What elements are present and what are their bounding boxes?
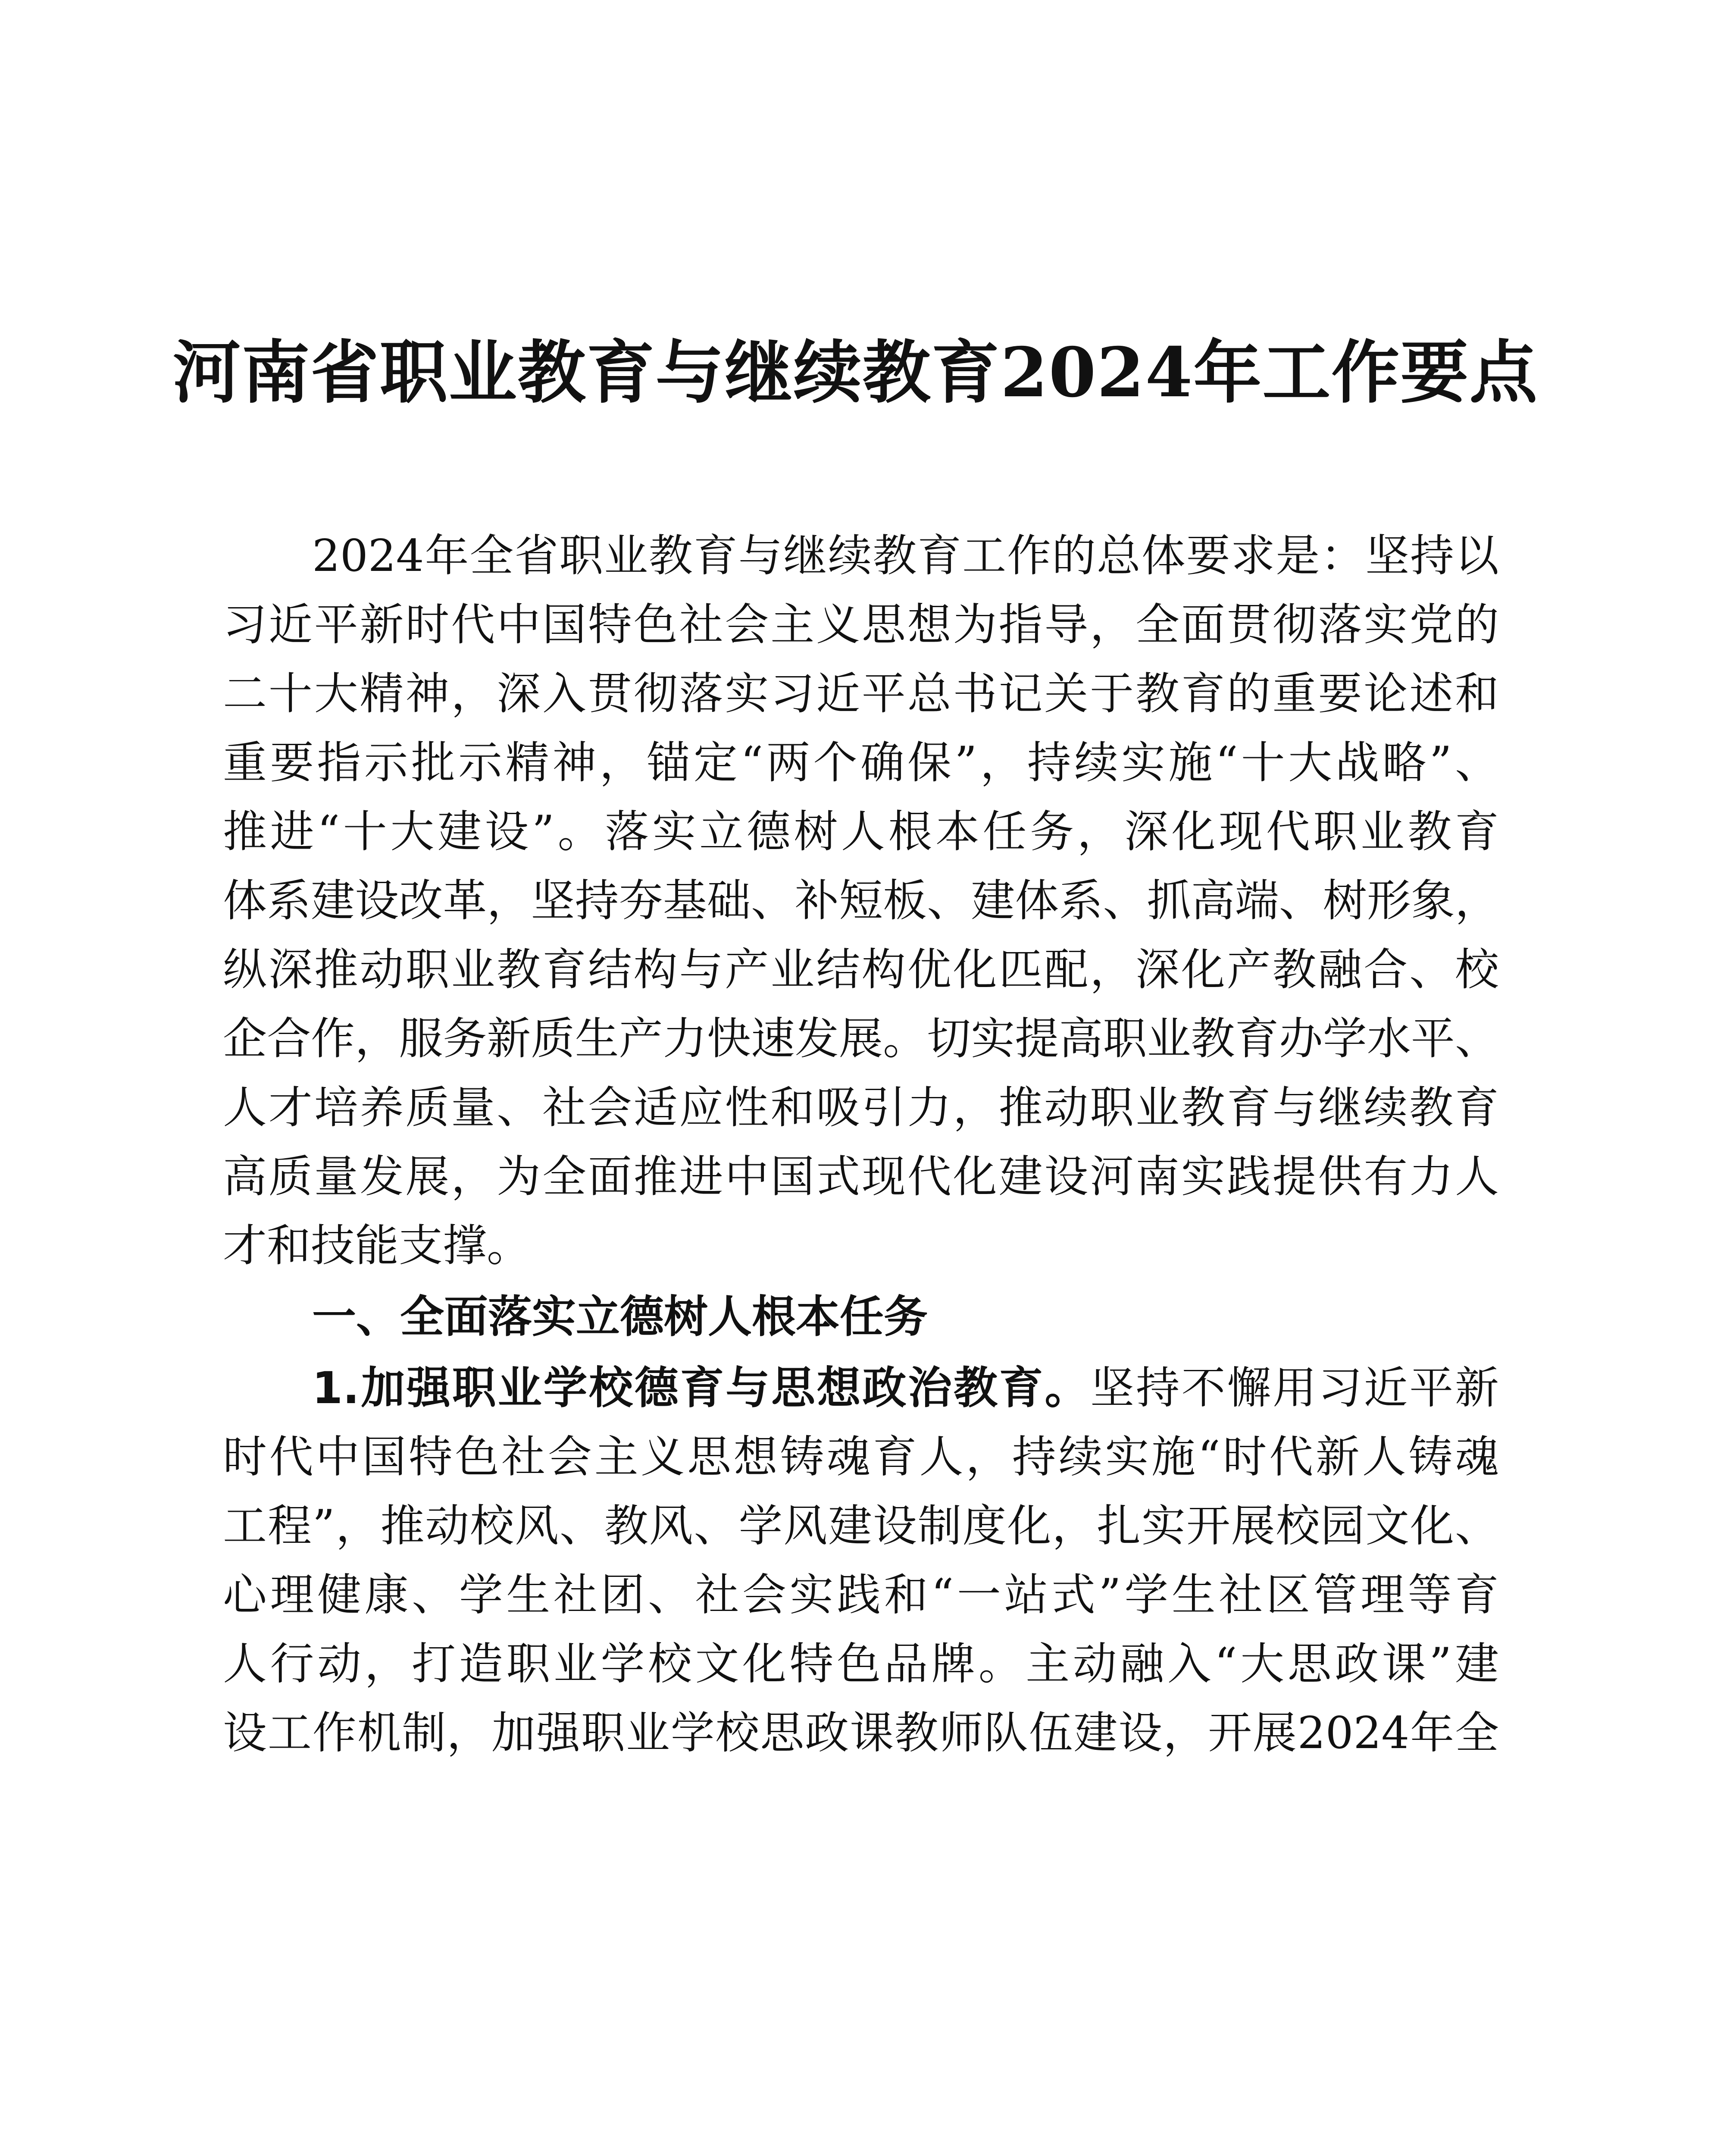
paragraph-line: 习近平新时代中国特色社会主义思想为指导，全面贯彻落实党的 <box>223 599 1499 651</box>
paragraph-line: 人行动，打造职业学校文化特色品牌。主动融入“大思政课”建 <box>223 1639 1499 1690</box>
section-heading: 一、全面落实立德树人根本任务 <box>312 1291 928 1343</box>
paragraph-line: 才和技能支撑。 <box>223 1220 531 1272</box>
paragraph-line: 工程”，推动校风、教风、学风建设制度化，扎实开展校园文化、 <box>223 1501 1499 1552</box>
paragraph-line: 企合作，服务新质生产力快速发展。切实提高职业教育办学水平、 <box>223 1013 1499 1065</box>
paragraph-line: 时代中国特色社会主义思想铸魂育人，持续实施“时代新人铸魂 <box>223 1432 1499 1483</box>
paragraph-line: 二十大精神，深入贯彻落实习近平总书记关于教育的重要论述和 <box>223 668 1499 720</box>
item-title: 1.加强职业学校德育与思想政治教育。 <box>312 1363 1091 1414</box>
item-text: 坚持不懈用习近平新 <box>1090 1363 1499 1414</box>
paragraph-line: 纵深推动职业教育结构与产业结构优化匹配，深化产教融合、校 <box>223 944 1499 996</box>
paragraph-line: 设工作机制，加强职业学校思政课教师队伍建设，开展2024年全 <box>223 1708 1499 1759</box>
paragraph-line: 高质量发展，为全面推进中国式现代化建设河南实践提供有力人 <box>223 1151 1499 1203</box>
paragraph-line: 心理健康、学生社团、社会实践和“一站式”学生社区管理等育 <box>223 1570 1499 1621</box>
item-first-line <box>312 1354 1499 1423</box>
paragraph-line: 2024年全省职业教育与继续教育工作的总体要求是：坚持以 <box>312 530 1499 582</box>
document-title: 河南省职业教育与继续教育2024年工作要点 <box>172 333 1539 413</box>
paragraph-line: 重要指示批示精神，锚定“两个确保”，持续实施“十大战略”、 <box>223 737 1499 789</box>
paragraph-line: 体系建设改革，坚持夯基础、补短板、建体系、抓高端、树形象， <box>223 875 1499 927</box>
paragraph-line: 人才培养质量、社会适应性和吸引力，推动职业教育与继续教育 <box>223 1082 1499 1134</box>
paragraph-line: 推进“十大建设”。落实立德树人根本任务，深化现代职业教育 <box>223 806 1499 858</box>
